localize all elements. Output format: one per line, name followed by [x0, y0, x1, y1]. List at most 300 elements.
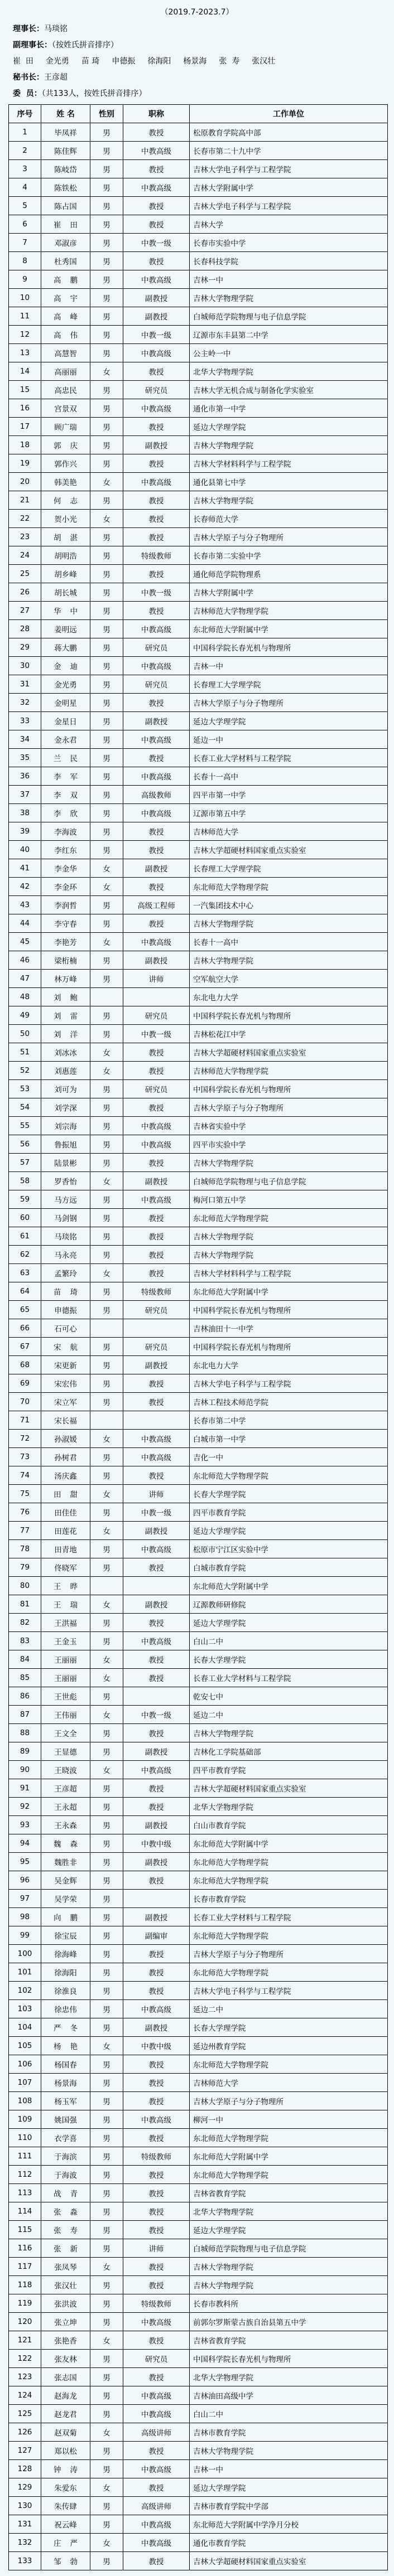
- cell-name: 杨玉军: [41, 2092, 90, 2110]
- cell-title: 教授: [123, 1246, 190, 1264]
- table-row: [9, 988, 388, 1006]
- header-sex: 性别: [90, 105, 123, 123]
- cell-name: 李润哲: [41, 896, 90, 914]
- cell-title: 教授: [123, 841, 190, 859]
- cell-no: 114: [9, 2202, 41, 2221]
- cell-unit: 长春市第二中学: [190, 1411, 388, 1430]
- cell-unit: 吉林大学物理学院: [190, 951, 388, 970]
- cell-sex: 女: [90, 1485, 123, 1503]
- cell-unit: 吉林大学物理学院: [190, 2258, 388, 2276]
- cell-sex: 男: [90, 2110, 123, 2129]
- cell-sex: 女: [90, 2037, 123, 2055]
- cell-title: 教授: [123, 2258, 190, 2276]
- vice-chairman-name: 申德振: [112, 57, 136, 66]
- cell-unit: 吉林大学材料科学与工程学院: [190, 1264, 388, 1282]
- cell-title: 副教授: [123, 1816, 190, 1834]
- cell-name: 宋航: [41, 1338, 90, 1356]
- table-row: [9, 2331, 388, 2350]
- cell-title: 中教高级: [123, 2460, 190, 2478]
- cell-sex: 女: [90, 1595, 123, 1614]
- table-row: [9, 1006, 388, 1025]
- cell-name: 战青: [41, 2184, 90, 2202]
- cell-name: 赵双菊: [41, 2423, 90, 2442]
- cell-sex: 男: [90, 528, 123, 546]
- cell-no: 93: [9, 1816, 41, 1834]
- table-row: [9, 1043, 388, 1062]
- cell-name: 刘惠莲: [41, 1062, 90, 1080]
- cell-title: 教授: [123, 1798, 190, 1816]
- table-row: [9, 2239, 388, 2258]
- table-row: [9, 178, 388, 197]
- cell-title: 教授: [123, 1098, 190, 1117]
- cell-unit: 一汽集团技术中心: [190, 896, 388, 914]
- cell-name: 马琰铭: [41, 1227, 90, 1246]
- table-row: [9, 638, 388, 657]
- cell-unit: 延边大学理学院: [190, 2221, 388, 2239]
- cell-title: 中教高级: [123, 2110, 190, 2129]
- table-row: [9, 473, 388, 491]
- cell-unit: 延边大学理学院: [190, 712, 388, 730]
- cell-no: 3: [9, 160, 41, 178]
- cell-no: 66: [9, 1319, 41, 1338]
- table-row: [9, 1172, 388, 1190]
- cell-title: 副教授: [123, 1356, 190, 1374]
- cell-sex: 男: [90, 178, 123, 197]
- cell-name: 申德振: [41, 1301, 90, 1319]
- cell-no: 40: [9, 841, 41, 859]
- cell-unit: 东北师范大学物理学院: [190, 2129, 388, 2147]
- cell-name: 马剑钢: [41, 1209, 90, 1227]
- cell-no: 32: [9, 694, 41, 712]
- cell-name: 宋立军: [41, 1393, 90, 1411]
- cell-sex: 男: [90, 914, 123, 933]
- table-row: [9, 1522, 388, 1540]
- table-row: [9, 620, 388, 638]
- table-row: [9, 362, 388, 381]
- cell-title: 教授: [123, 1669, 190, 1687]
- cell-sex: 男: [90, 2460, 123, 2478]
- cell-sex: [90, 1577, 123, 1595]
- cell-no: 121: [9, 2331, 41, 2350]
- cell-unit: 延边大学理学院: [190, 2478, 388, 2497]
- cell-sex: 男: [90, 1908, 123, 1926]
- cell-unit: 吉林大学电子科学与工程学院: [190, 197, 388, 215]
- cell-sex: 男: [90, 2074, 123, 2092]
- cell-title: 教授: [123, 2055, 190, 2074]
- cell-name: 宋宏伟: [41, 1374, 90, 1393]
- cell-unit: 长春理工大学理学院: [190, 675, 388, 694]
- cell-sex: 女: [90, 1706, 123, 1724]
- cell-name: 贺小光: [41, 510, 90, 528]
- cell-name: 朱爱东: [41, 2478, 90, 2497]
- table-row: [9, 786, 388, 804]
- cell-sex: 女: [90, 1761, 123, 1779]
- cell-no: 4: [9, 178, 41, 197]
- cell-sex: 男: [90, 1890, 123, 1908]
- cell-unit: 东北师范大学附属中学: [190, 1577, 388, 1595]
- cell-no: 128: [9, 2460, 41, 2478]
- cell-title: 副教授: [123, 1522, 190, 1540]
- cell-sex: 女: [90, 2331, 123, 2350]
- cell-sex: 男: [90, 2055, 123, 2074]
- cell-title: 教授: [123, 914, 190, 933]
- table-row: [9, 1227, 388, 1246]
- members-label: 委 员：: [13, 89, 42, 98]
- cell-title: 中教高级: [123, 2313, 190, 2331]
- cell-no: 96: [9, 1871, 41, 1890]
- cell-name: 汤庆鑫: [41, 1466, 90, 1485]
- cell-name: 刘洋: [41, 1025, 90, 1043]
- table-row: [9, 344, 388, 362]
- cell-no: 44: [9, 914, 41, 933]
- table-row: [9, 436, 388, 454]
- cell-unit: 吉林大学物理学院: [190, 2276, 388, 2294]
- vice-chairman-name: 徐海阳: [147, 57, 171, 66]
- cell-title: 教授: [123, 602, 190, 620]
- cell-unit: 吉林大学电子科学与工程学院: [190, 160, 388, 178]
- cell-sex: 女: [90, 1522, 123, 1540]
- cell-title: 副教授: [123, 1908, 190, 1926]
- table-row: [9, 951, 388, 970]
- cell-sex: 男: [90, 142, 123, 160]
- cell-sex: 男: [90, 1080, 123, 1098]
- chairman-label: 理事长：: [13, 25, 44, 33]
- table-header-row: [9, 105, 388, 123]
- cell-no: 1: [9, 123, 41, 142]
- table-row: [9, 1834, 388, 1853]
- cell-name: 梁桁楠: [41, 951, 90, 970]
- table-row: [9, 1264, 388, 1282]
- cell-sex: 男: [90, 2239, 123, 2258]
- cell-title: 特级教师: [123, 2147, 190, 2166]
- cell-sex: 男: [90, 1779, 123, 1798]
- cell-title: 教授: [123, 1062, 190, 1080]
- table-row: [9, 1963, 388, 1982]
- table-row: [9, 1982, 388, 2000]
- cell-title: 教授: [123, 2184, 190, 2202]
- cell-no: 80: [9, 1577, 41, 1595]
- cell-name: 于海波: [41, 2166, 90, 2184]
- cell-name: 向鹏: [41, 1908, 90, 1926]
- cell-title: 研究员: [123, 1301, 190, 1319]
- cell-unit: 延边二中: [190, 1706, 388, 1724]
- cell-sex: 男: [90, 2092, 123, 2110]
- cell-unit: 长春市第二实验中学: [190, 546, 388, 565]
- table-row: [9, 381, 388, 399]
- cell-sex: 男: [90, 1945, 123, 1963]
- cell-name: 李军: [41, 767, 90, 786]
- cell-no: 87: [9, 1706, 41, 1724]
- cell-sex: 女: [90, 510, 123, 528]
- cell-unit: 吉林大学超硬材料国家重点实验室: [190, 1043, 388, 1062]
- cell-title: 副教授: [123, 951, 190, 970]
- table-row: [9, 2386, 388, 2405]
- cell-unit: 中国科学院长春光机与物理所: [190, 1080, 388, 1098]
- cell-title: 副教授: [123, 289, 190, 307]
- cell-sex: 男: [90, 1374, 123, 1393]
- cell-unit: 延边一中: [190, 730, 388, 749]
- cell-no: 41: [9, 859, 41, 878]
- table-row: [9, 1945, 388, 1963]
- cell-title: 教授: [123, 1945, 190, 1963]
- table-row: [9, 1798, 388, 1816]
- cell-unit: 吉林大学物理学院: [190, 1227, 388, 1246]
- table-row: [9, 454, 388, 473]
- cell-name: 高丽丽: [41, 362, 90, 381]
- cell-unit: 梅河口第五中学: [190, 1190, 388, 1209]
- cell-unit: 长春市实验中学: [190, 234, 388, 252]
- cell-sex: 男: [90, 1135, 123, 1154]
- table-row: [9, 2405, 388, 2423]
- cell-name: 陈岐岱: [41, 160, 90, 178]
- cell-name: 苗琦: [41, 1282, 90, 1301]
- table-row: [9, 1025, 388, 1043]
- header-name: 姓 名: [41, 105, 90, 123]
- cell-name: 胡乡峰: [41, 565, 90, 583]
- cell-name: 金迪: [41, 657, 90, 675]
- cell-name: 王显德: [41, 1742, 90, 1761]
- cell-no: 10: [9, 289, 41, 307]
- table-row: [9, 270, 388, 289]
- cell-sex: 男: [90, 804, 123, 822]
- cell-no: 120: [9, 2313, 41, 2331]
- cell-no: 83: [9, 1632, 41, 1650]
- cell-name: 马永亮: [41, 1246, 90, 1264]
- table-row: [9, 2055, 388, 2074]
- table-row: [9, 1356, 388, 1374]
- cell-sex: 男: [90, 786, 123, 804]
- cell-sex: 男: [90, 1393, 123, 1411]
- cell-sex: 男: [90, 1282, 123, 1301]
- cell-title: 中教一级: [123, 1706, 190, 1724]
- cell-title: 副教授: [123, 1853, 190, 1871]
- table-row: [9, 1503, 388, 1522]
- cell-title: 中教高级: [123, 473, 190, 491]
- cell-no: 129: [9, 2478, 41, 2497]
- cell-no: 37: [9, 786, 41, 804]
- cell-no: 82: [9, 1614, 41, 1632]
- cell-name: 陆景彬: [41, 1154, 90, 1172]
- cell-no: 90: [9, 1761, 41, 1779]
- cell-unit: 吉林油田高级中学: [190, 2386, 388, 2405]
- cell-sex: 男: [90, 1982, 123, 2000]
- cell-sex: 女: [90, 473, 123, 491]
- cell-title: 教授: [123, 749, 190, 767]
- table-row: [9, 1742, 388, 1761]
- cell-unit: 吉林大学原子与分子物理所: [190, 1945, 388, 1963]
- members-table-body: [9, 123, 388, 2570]
- members-table: [8, 104, 388, 2570]
- cell-sex: 男: [90, 970, 123, 988]
- cell-sex: 男: [90, 454, 123, 473]
- cell-title: 教授: [123, 215, 190, 234]
- table-row: [9, 252, 388, 270]
- cell-title: 中教高级: [123, 1761, 190, 1779]
- cell-unit: 中国科学院长春光机与物理所: [190, 2350, 388, 2368]
- chairman-name: 马琰铭: [44, 25, 68, 33]
- cell-unit: 延边二中: [190, 2000, 388, 2018]
- cell-sex: 男: [90, 694, 123, 712]
- cell-name: 宫景双: [41, 399, 90, 418]
- cell-title: 高级讲师: [123, 2497, 190, 2515]
- cell-title: 教授: [123, 418, 190, 436]
- cell-name: 王伟丽: [41, 1706, 90, 1724]
- cell-unit: 吉林大学物理学院: [190, 2442, 388, 2460]
- cell-unit: 吉林大学物理学院: [190, 1724, 388, 1742]
- cell-name: 张洪波: [41, 2294, 90, 2313]
- cell-unit: 吉林市教育学院: [190, 2423, 388, 2442]
- vice-chairman-name: 苗 琦: [81, 57, 100, 66]
- cell-unit: 吉林大学物理学院: [190, 289, 388, 307]
- cell-unit: 吉林一中: [190, 270, 388, 289]
- cell-no: 106: [9, 2055, 41, 2074]
- cell-sex: 女: [90, 2423, 123, 2442]
- cell-no: 71: [9, 1411, 41, 1430]
- cell-title: 中教高级: [123, 804, 190, 822]
- cell-unit: 吉林大学原子与分子物理所: [190, 694, 388, 712]
- cell-name: 田佳佳: [41, 1503, 90, 1522]
- table-row: [9, 878, 388, 896]
- cell-name: 邓淑彦: [41, 234, 90, 252]
- cell-unit: 吉林大学材料科学与工程学院: [190, 454, 388, 473]
- cell-no: 70: [9, 1393, 41, 1411]
- cell-no: 131: [9, 2515, 41, 2534]
- cell-name: 徐忠伟: [41, 2000, 90, 2018]
- table-row: [9, 234, 388, 252]
- cell-unit: 吉林大学电子科学与工程学院: [190, 1374, 388, 1393]
- cell-name: 王永森: [41, 1816, 90, 1834]
- cell-title: 研究员: [123, 1080, 190, 1098]
- cell-name: 张汉壮: [41, 2276, 90, 2294]
- table-row: [9, 565, 388, 583]
- cell-title: 中教一级: [123, 234, 190, 252]
- cell-unit: 四平市第一中学: [190, 786, 388, 804]
- cell-title: 副教授: [123, 307, 190, 326]
- cell-unit: 延边大学理学院: [190, 418, 388, 436]
- cell-title: [123, 1890, 190, 1908]
- cell-sex: 男: [90, 2386, 123, 2405]
- cell-name: 刘冰冰: [41, 1043, 90, 1062]
- table-row: [9, 675, 388, 694]
- cell-title: 研究员: [123, 675, 190, 694]
- cell-unit: 白城师范学院物理与电子信息学院: [190, 2239, 388, 2258]
- cell-title: 中教高级: [123, 142, 190, 160]
- cell-no: 39: [9, 822, 41, 841]
- cell-no: 132: [9, 2534, 41, 2552]
- cell-no: 127: [9, 2442, 41, 2460]
- cell-no: 24: [9, 546, 41, 565]
- cell-title: 特级教师: [123, 2294, 190, 2313]
- cell-no: 30: [9, 657, 41, 675]
- table-row: [9, 1577, 388, 1595]
- cell-title: 中教高级: [123, 2000, 190, 2018]
- cell-sex: 男: [90, 822, 123, 841]
- cell-sex: 男: [90, 730, 123, 749]
- cell-sex: 女: [90, 1669, 123, 1687]
- cell-title: 教授: [123, 1963, 190, 1982]
- cell-no: 61: [9, 1227, 41, 1246]
- cell-no: 130: [9, 2497, 41, 2515]
- table-row: [9, 896, 388, 914]
- header-unit: 工作单位: [190, 105, 388, 123]
- cell-no: 15: [9, 381, 41, 399]
- table-row: [9, 2276, 388, 2294]
- cell-no: 5: [9, 197, 41, 215]
- cell-title: 副教授: [123, 1172, 190, 1190]
- cell-no: 59: [9, 1190, 41, 1209]
- cell-no: 22: [9, 510, 41, 528]
- cell-sex: 男: [90, 841, 123, 859]
- cell-name: 于海滨: [41, 2147, 90, 2166]
- table-row: [9, 2313, 388, 2331]
- cell-name: 林万峰: [41, 970, 90, 988]
- secretary-general-line: [0, 70, 394, 86]
- cell-unit: 白城师范学院物理与电子信息学院: [190, 307, 388, 326]
- table-row: [9, 712, 388, 730]
- cell-unit: 吉林大学超硬材料国家重点实验室: [190, 1779, 388, 1798]
- cell-name: 田莲花: [41, 1522, 90, 1540]
- cell-unit: 通化市教育学院: [190, 2534, 388, 2552]
- cell-unit: 白城市教育学院: [190, 1558, 388, 1577]
- cell-no: 112: [9, 2166, 41, 2184]
- cell-name: 何志: [41, 491, 90, 510]
- table-row: [9, 1687, 388, 1706]
- cell-unit: 吉林省教育学院: [190, 2184, 388, 2202]
- cell-unit: 空军航空大学: [190, 970, 388, 988]
- cell-unit: 公主岭一中: [190, 344, 388, 362]
- cell-sex: 男: [90, 2000, 123, 2018]
- table-row: [9, 2092, 388, 2110]
- cell-title: 教授: [123, 1043, 190, 1062]
- cell-name: 张淼: [41, 2202, 90, 2221]
- cell-name: 鲁振旭: [41, 1135, 90, 1154]
- cell-no: 36: [9, 767, 41, 786]
- cell-no: 119: [9, 2294, 41, 2313]
- cell-unit: 吉林一中: [190, 2460, 388, 2478]
- cell-title: 高级教师: [123, 786, 190, 804]
- cell-sex: 女: [90, 1043, 123, 1062]
- cell-sex: 男: [90, 1503, 123, 1522]
- cell-unit: 北华大学物理学院: [190, 1798, 388, 1816]
- cell-unit: 白山市教育学院: [190, 1816, 388, 1834]
- cell-unit: 延边州教育学院: [190, 2037, 388, 2055]
- cell-title: 教授: [123, 2202, 190, 2221]
- cell-unit: 延边大学理学院: [190, 1522, 388, 1540]
- cell-title: 研究员: [123, 638, 190, 657]
- cell-no: 6: [9, 215, 41, 234]
- cell-no: 117: [9, 2258, 41, 2276]
- table-row: [9, 2000, 388, 2018]
- cell-sex: 男: [90, 546, 123, 565]
- cell-no: 9: [9, 270, 41, 289]
- cell-name: 张艳香: [41, 2331, 90, 2350]
- cell-sex: 男: [90, 234, 123, 252]
- cell-title: 中教高级: [123, 2534, 190, 2552]
- cell-sex: 男: [90, 2405, 123, 2423]
- cell-unit: 长春师范大学: [190, 510, 388, 528]
- cell-title: 教授: [123, 2166, 190, 2184]
- cell-unit: 长春工业大学材料与工程学院: [190, 1908, 388, 1926]
- cell-title: 教授: [123, 362, 190, 381]
- cell-unit: 吉林大学物理学院: [190, 1154, 388, 1172]
- cell-title: 中教中级: [123, 1834, 190, 1853]
- cell-no: 38: [9, 804, 41, 822]
- cell-title: [123, 1687, 190, 1706]
- table-row: [9, 1853, 388, 1871]
- cell-no: 16: [9, 399, 41, 418]
- cell-name: 高鹏: [41, 270, 90, 289]
- table-row: [9, 142, 388, 160]
